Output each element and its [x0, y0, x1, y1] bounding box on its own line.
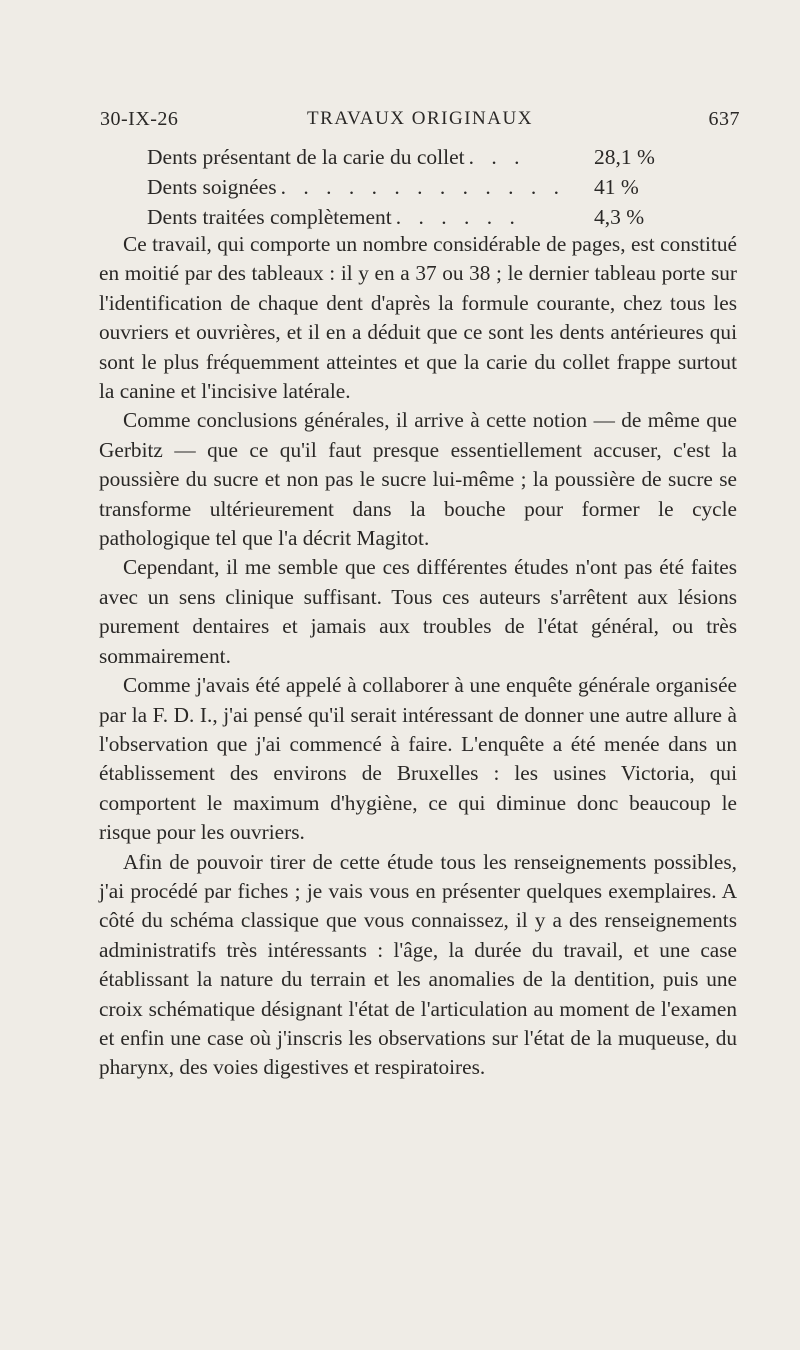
- paragraph-5: Afin de pouvoir tirer de cette étude tous les renseignements possibles, j'ai procédé par fiches ; je vais vous en présenter quelques exemplaires. A côté du schéma classique que vous connaissez, il y a des renseignements administratifs très intéressants : l'âge, la durée du travail, et une case établissant la nature du terrain et les anomalies de la dentition, puis une croix schématique désignant l'état de l'articulation au moment de l'examen et enfin une case où j'inscris les observations sur l'état de la muqueuse, du pharynx, des voies digestives et respiratoires.: [99, 849, 737, 1080]
- page-number: 637: [708, 108, 740, 130]
- stat-value: 28,1 %: [594, 145, 655, 169]
- leader-dots: . . . . . . . . . . . . .: [280, 175, 565, 199]
- paragraph-3: Cependant, il me semble que ces différentes études n'ont pas été faites avec un sens clinique suffisant. Tous ces auteurs s'arrêtent aux lésions purement dentaires et jamais aux troubles de l'état général, ou très sommairement.: [99, 555, 737, 668]
- article-body: [99, 230, 737, 1083]
- running-header: [100, 108, 740, 138]
- leader-dots: . . . . . .: [395, 205, 521, 229]
- leader-dots: . . .: [468, 145, 526, 169]
- stat-row: [147, 142, 712, 172]
- stat-value: 4,3 %: [594, 205, 645, 229]
- stat-row: [147, 172, 712, 202]
- stat-value: 41 %: [594, 175, 639, 199]
- paragraph-4: Comme j'avais été appelé à collaborer à une enquête générale organisée par la F. D. I., j'ai pensé qu'il serait intéressant de donner une autre allure à l'observation que j'ai commencé à faire. L'enquête a été menée dans un établissement des environs de Bruxelles : les usines Victoria, qui comportent le maximum d'hygiène, ce qui diminue donc beaucoup le risque pour les ouvriers.: [99, 673, 737, 845]
- stat-label: Dents traitées complètement: [147, 205, 392, 229]
- statistics-list: [147, 142, 712, 232]
- stat-row: [147, 202, 712, 232]
- header-section-title: TRAVAUX ORIGINAUX: [307, 108, 533, 129]
- stat-label: Dents soignées: [147, 175, 277, 199]
- paragraph-2: Comme conclusions générales, il arrive à cette notion — de même que Gerbitz — que ce qu'il faut presque essentiellement accuser, c'est la poussière du sucre et non pas le sucre lui-même ; la poussière de sucre se transforme ultérieurement dans la bouche pour former le cycle pathologique tel que l'a décrit Magitot.: [99, 408, 737, 551]
- paragraph-1: Ce travail, qui comporte un nombre considérable de pages, est constitué en moitié par des tableaux : il y en a 37 ou 38 ; le dernier tableau porte sur l'identification de chaque dent d'après la formule courante, chez tous les ouvriers et ouvrières, et il en a déduit que ce sont les dents antérieures qui sont le plus fréquemment atteintes et que la carie du collet frappe surtout la canine et l'incisive latérale.: [99, 232, 737, 404]
- header-date: 30-IX-26: [100, 108, 179, 130]
- stat-label: Dents présentant de la carie du collet: [147, 145, 465, 169]
